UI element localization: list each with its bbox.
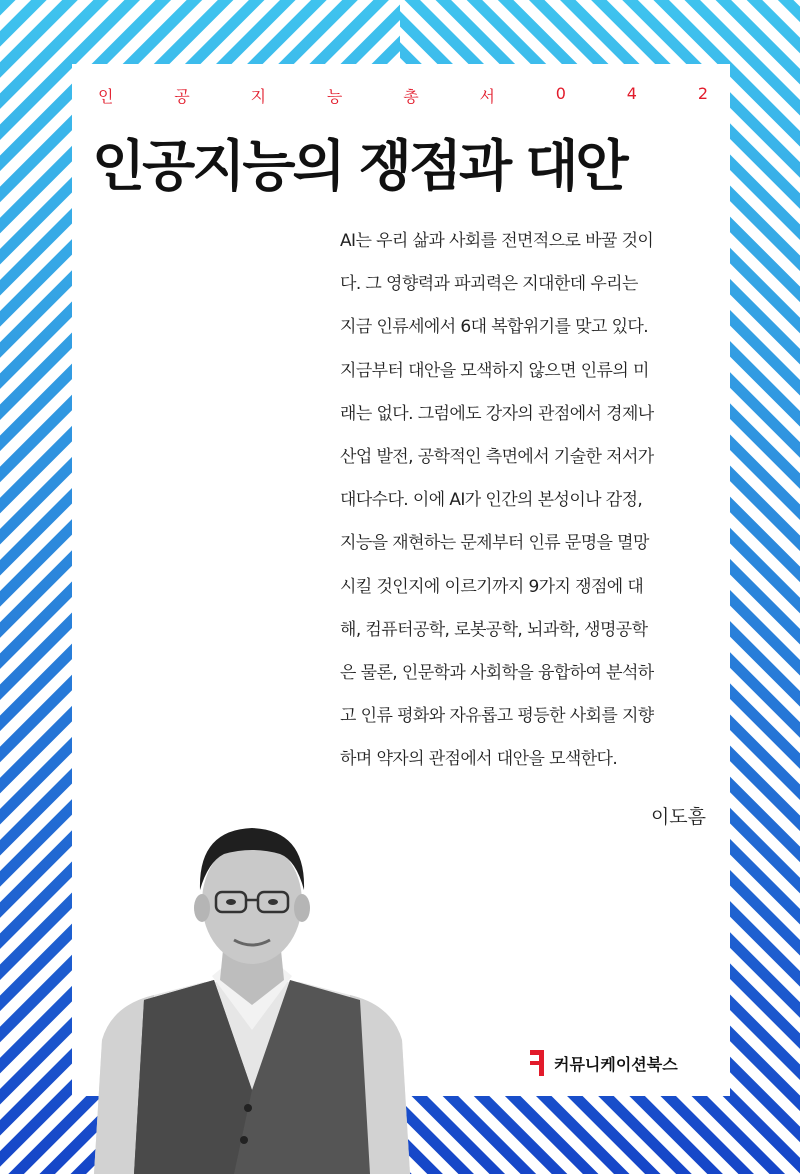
description-line: 고 인류 평화와 자유롭고 평등한 사회를 지향	[340, 706, 654, 727]
description-line: 해, 컴퓨터공학, 로봇공학, 뇌과학, 생명공학	[340, 619, 648, 640]
series-char: 4	[626, 84, 637, 103]
description-line: 지능을 재현하는 문제부터 인류 문명을 멸망	[340, 533, 649, 554]
description-line: 산업 발전, 공학적인 측면에서 기술한 저서가	[340, 447, 654, 468]
series-char: 총	[403, 87, 419, 106]
description-line: 지금 인류세에서 6대 복합위기를 맞고 있다.	[340, 317, 649, 338]
description-line: 은 물론, 인문학과 사회학을 융합하여 분석하	[340, 663, 654, 684]
description-line: 다. 그 영향력과 파괴력은 지대한데 우리는	[340, 274, 638, 295]
description-line: 하며 약자의 관점에서 대안을 모색한다.	[340, 749, 618, 770]
series-char: 2	[697, 84, 708, 103]
author-photo	[84, 790, 420, 1174]
description-line: 지금부터 대안을 모색하지 않으면 인류의 미	[340, 360, 649, 381]
series-char: 공	[174, 87, 190, 106]
series-char: 능	[326, 87, 343, 106]
publisher-mark-icon	[530, 1050, 548, 1076]
author-name: 이도흠	[650, 806, 706, 828]
description-line: AI는 우리 삶과 사회를 전면적으로 바꿀 것이	[340, 231, 654, 251]
series-char: 지	[250, 87, 267, 106]
series-char: 인	[98, 87, 114, 106]
description-line: 래는 없다. 그럼에도 강자의 관점에서 경제나	[340, 403, 654, 424]
book-title: 인공지능의 쟁점과 대안	[92, 134, 626, 198]
description-line: 시킬 것인지에 이르기까지 9가지 쟁점에 대	[340, 576, 644, 597]
publisher-name: 커뮤니케이션북스	[554, 1054, 678, 1074]
series-char: 0	[555, 84, 566, 103]
publisher-logo	[530, 1050, 678, 1076]
series-label	[98, 84, 708, 107]
description-line: 대다수다. 이에 AI가 인간의 본성이나 감정,	[340, 490, 643, 511]
series-char: 서	[479, 87, 495, 106]
book-description	[340, 220, 712, 782]
